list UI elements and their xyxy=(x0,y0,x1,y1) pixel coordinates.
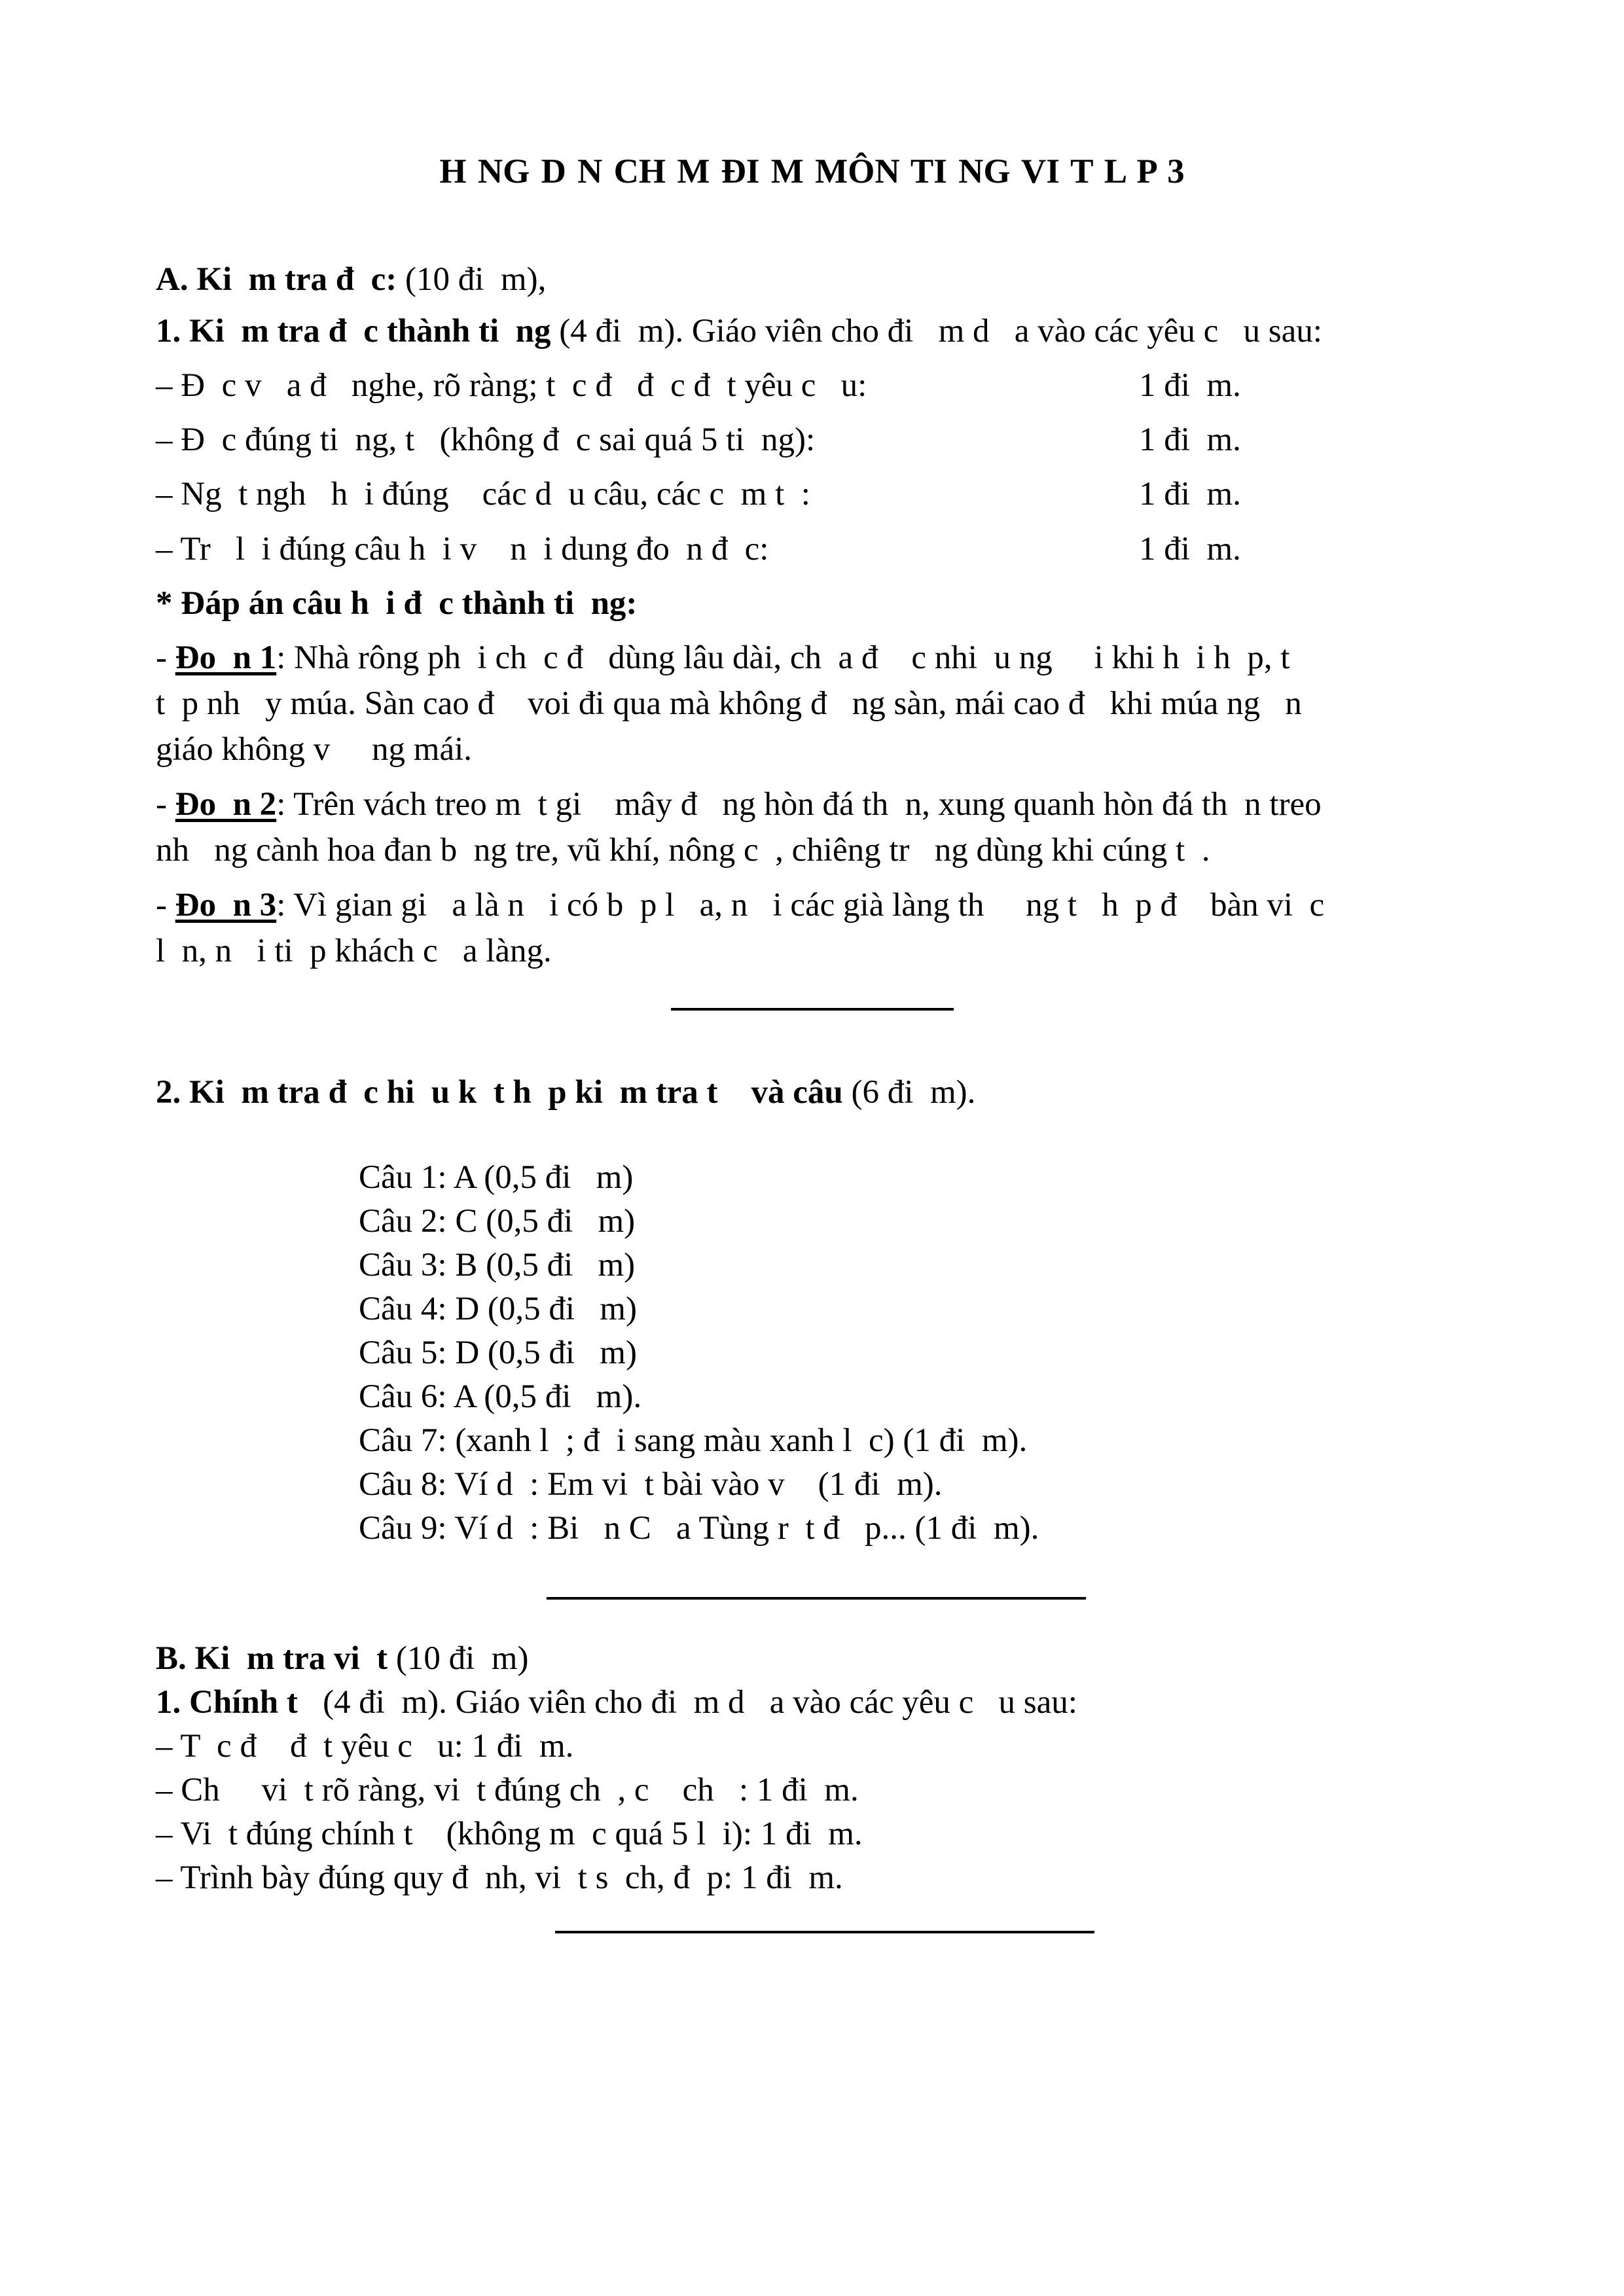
paragraph-3-line-2: l n, n i ti p khách c a làng. xyxy=(156,933,552,969)
section-a-heading-bold: A. Ki m tra đ c: xyxy=(156,261,397,298)
section-b-part1-heading-bold: 1. Chính t xyxy=(156,1684,298,1721)
part2-heading xyxy=(156,1073,975,1111)
divider-2 xyxy=(547,1597,1086,1600)
answer-2: Câu 2: C (0,5 đi m) xyxy=(359,1203,636,1240)
section-b-part1-heading-rest: (4 đi m). Giáo viên cho đi m d a vào các yêu c u sau: xyxy=(297,1684,1077,1721)
paragraph-1-line-2: t p nh y múa. Sàn cao đ voi đi qua mà không đ ng sàn, mái cao đ khi múa ng n xyxy=(156,685,1302,722)
divider-3 xyxy=(555,1931,1094,1933)
part2-heading-bold: 2. Ki m tra đ c hi u k t h p ki m tra t và câu xyxy=(156,1074,843,1111)
paragraph-1-label: Đo n 1 xyxy=(175,639,277,676)
section-a-heading-rest: (10 đi m), xyxy=(397,261,547,298)
criterion-1-points: 1 đi m. xyxy=(1139,367,1241,404)
answer-1: Câu 1: A (0,5 đi m) xyxy=(359,1159,634,1196)
answer-7: Câu 7: (xanh l ; đ i sang màu xanh l c) (1 đi m). xyxy=(359,1422,1028,1459)
criterion-4-points: 1 đi m. xyxy=(1139,531,1241,567)
criterion-3: – Ng t ngh h i đúng các d u câu, các c m t : xyxy=(156,476,810,512)
paragraph-1-line-1 xyxy=(156,639,1290,677)
answer-heading: * Đáp án câu h i đ c thành ti ng: xyxy=(156,585,638,622)
criterion-4: – Tr l i đúng câu h i v n i dung đo n đ c: xyxy=(156,531,769,567)
paragraph-2-line-2: nh ng cành hoa đan b ng tre, vũ khí, nông c , chiêng tr ng dùng khi cúng t . xyxy=(156,832,1210,869)
paragraph-3-prefix: - xyxy=(156,887,175,924)
answer-3: Câu 3: B (0,5 đi m) xyxy=(359,1247,636,1283)
section-b-criterion-2: – Ch vi t rõ ràng, vi t đúng ch , c ch : 1 đi m. xyxy=(156,1772,859,1808)
paragraph-1-line-3: giáo không v ng mái. xyxy=(156,731,473,768)
answer-8: Câu 8: Ví d : Em vi t bài vào v (1 đi m). xyxy=(359,1466,943,1503)
section-b-part1-heading xyxy=(156,1683,1077,1721)
section-b-heading-bold: B. Ki m tra vi t xyxy=(156,1640,388,1677)
section-a-heading xyxy=(156,260,546,298)
answer-9: Câu 9: Ví d : Bi n C a Tùng r t đ p... (1 đi m). xyxy=(359,1510,1039,1547)
section-b-heading xyxy=(156,1640,528,1677)
paragraph-1-text-1: : Nhà rông ph i ch c đ dùng lâu dài, ch a đ c nhi u ng i khi h i h p, t xyxy=(276,639,1290,676)
answer-5: Câu 5: D (0,5 đi m) xyxy=(359,1335,637,1371)
paragraph-1-prefix: - xyxy=(156,639,175,676)
answer-4: Câu 4: D (0,5 đi m) xyxy=(359,1291,637,1327)
part1-heading xyxy=(156,312,1322,350)
criterion-2: – Đ c đúng ti ng, t (không đ c sai quá 5 ti ng): xyxy=(156,422,816,458)
paragraph-3-label: Đo n 3 xyxy=(175,887,277,924)
section-b-heading-rest: (10 đi m) xyxy=(388,1640,529,1677)
paragraph-2-line-1 xyxy=(156,785,1322,823)
divider-1 xyxy=(671,1008,954,1011)
part1-heading-rest: (4 đi m). Giáo viên cho đi m d a vào các yêu c u sau: xyxy=(550,313,1322,350)
document-title: H NG D N CH M ĐI M MÔN TI NG VI T L P 3 xyxy=(439,152,1185,190)
paragraph-3-text-1: : Vì gian gi a là n i có b p l a, n i các già làng th ng t h p đ bàn vi c xyxy=(276,887,1325,924)
paragraph-2-text-1: : Trên vách treo m t gi mây đ ng hòn đá th n, xung quanh hòn đá th n treo xyxy=(276,786,1322,823)
criterion-1: – Đ c v a đ nghe, rõ ràng; t c đ đ c đ t yêu c u: xyxy=(156,367,867,404)
paragraph-3-line-1 xyxy=(156,886,1324,924)
paragraph-2-prefix: - xyxy=(156,786,175,823)
answer-6: Câu 6: A (0,5 đi m). xyxy=(359,1378,642,1415)
part1-heading-bold: 1. Ki m tra đ c thành ti ng xyxy=(156,313,551,350)
section-b-criterion-4: – Trình bày đúng quy đ nh, vi t s ch, đ p: 1 đi m. xyxy=(156,1859,843,1896)
criterion-2-points: 1 đi m. xyxy=(1139,422,1241,458)
section-b-criterion-1: – T c đ đ t yêu c u: 1 đi m. xyxy=(156,1728,574,1765)
paragraph-2-label: Đo n 2 xyxy=(175,786,277,823)
criterion-3-points: 1 đi m. xyxy=(1139,476,1241,512)
part2-heading-rest: (6 đi m). xyxy=(842,1074,976,1111)
section-b-criterion-3: – Vi t đúng chính t (không m c quá 5 l i): 1 đi m. xyxy=(156,1816,863,1852)
